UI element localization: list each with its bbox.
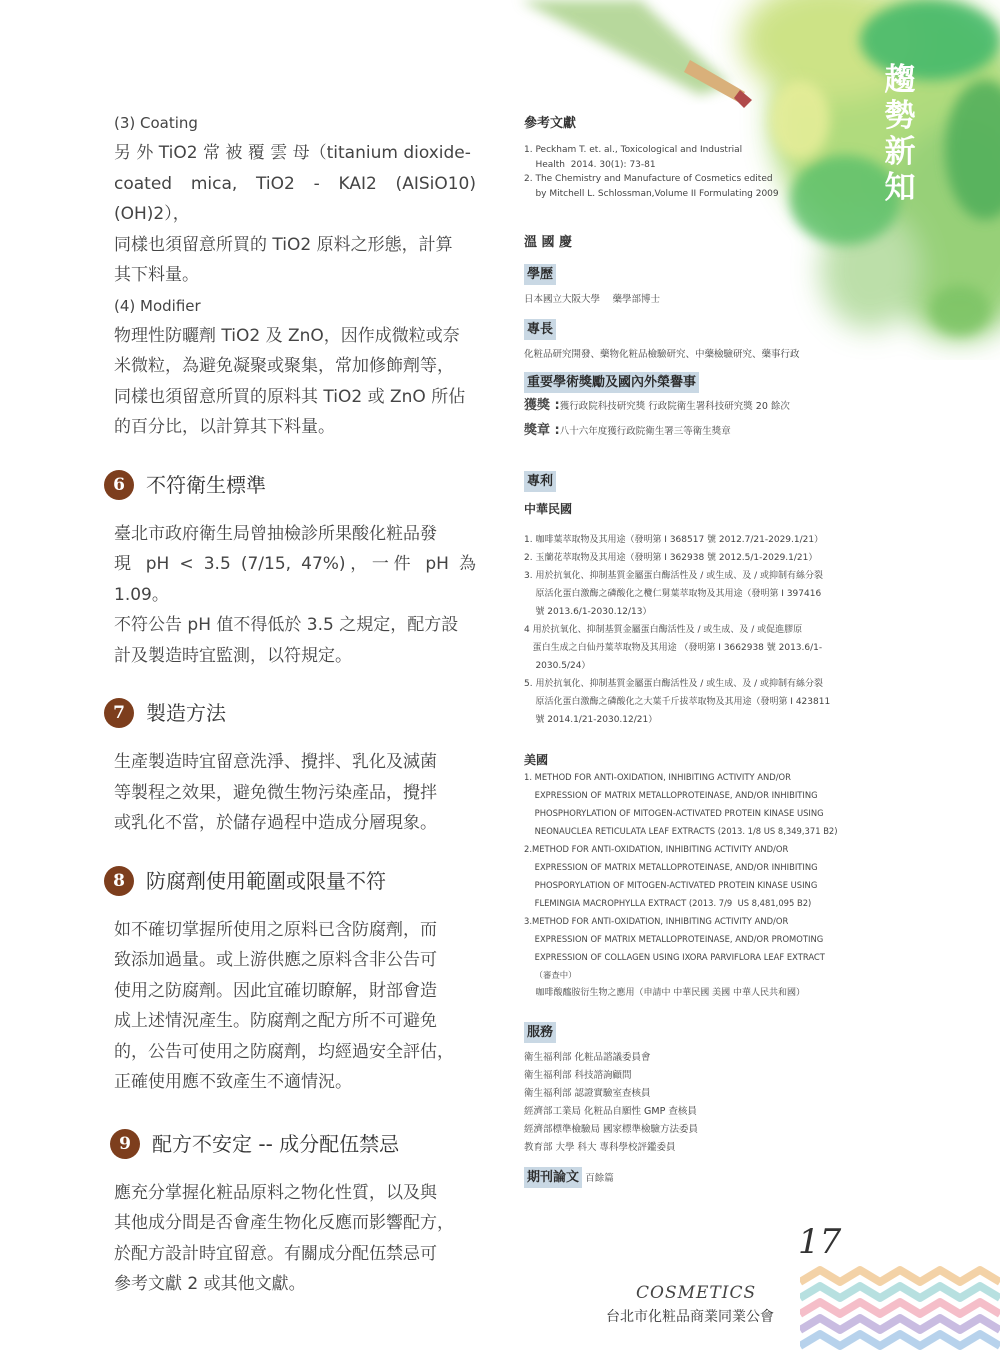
- reference-line: 1. Peckham T. et. al., Toxicological and Industrial: [524, 145, 743, 155]
- text-line: 不符公告 pH 值不得低於 3.5 之規定，配方設: [114, 615, 459, 635]
- section-8-paragraph: [114, 915, 476, 1098]
- section-title: 防腐劑使用範圍或限量不符: [146, 868, 386, 893]
- text-line: 致添加過量。或上游供應之原料含非公告可: [114, 950, 437, 970]
- section-6-paragraph: [114, 519, 476, 672]
- patent-line: 2. 玉蘭花萃取物及其用途（發明第 I 362938 號 2012.5/1-2029.1/21）: [524, 553, 818, 563]
- patent-line: 2030.5/24）: [524, 661, 591, 671]
- award-line-1: [524, 397, 904, 416]
- journal-tag: 期刊論文: [524, 1167, 582, 1188]
- section-heading-9: [120, 1128, 476, 1162]
- service-line: 衛生福利部 化粧品諮議委員會: [524, 1052, 651, 1063]
- text-line: 另 外 TiO2 常 被 覆 雲 母（titanium dioxide-: [114, 143, 471, 163]
- reference-line: 2. The Chemistry and Manufacture of Cosmetics edited: [524, 174, 773, 184]
- text-line: 同樣也須留意所買的原料其 TiO2 或 ZnO 所佔: [114, 386, 466, 407]
- text-line: 的，公告可使用之防腐劑，均經過安全評估，: [114, 1041, 454, 1062]
- award-label: 獲獎 :: [524, 398, 560, 413]
- text-line: 其下料量。: [114, 265, 199, 285]
- left-column: [114, 108, 476, 1300]
- publisher-org: 台北市化粧品商業同業公會: [606, 1309, 774, 1325]
- patent-line: 蛋白生成之白仙丹葉萃取物及其用途 （發明第 I 3662938 號 2013.6/1-: [524, 643, 823, 653]
- text-line: 參考文獻 2 或其他文獻。: [114, 1274, 306, 1294]
- patent-line: EXPRESSION OF MATRIX METALLOPROTEINASE, AND/OR INHIBITING: [524, 790, 818, 800]
- references-list: [524, 143, 904, 201]
- journal-note: 百餘篇: [585, 1173, 614, 1184]
- us-patent-list: [524, 768, 904, 1002]
- text-line: 如不確切掌握所使用之原料已含防腐劑，而: [114, 919, 437, 940]
- education-tag: 學歷: [524, 264, 556, 285]
- patent-line: 咖啡酸醯胺衍生物之應用（申請中 中華民國 美國 中華人民共和國）: [524, 988, 806, 998]
- zigzag-decoration: [800, 1260, 1000, 1359]
- patent-line: 號 2013.6/1-2030.12/13）: [524, 607, 652, 617]
- text-line: 計及製造時宜監測，以符規定。: [114, 645, 352, 666]
- section-heading-6: [114, 469, 476, 503]
- section-heading-8: [114, 865, 476, 899]
- service-tag: 服務: [524, 1022, 556, 1043]
- patent-line: 原活化蛋白激酶之磷酸化之欖仁舅葉萃取物及其用途（發明第 I 397416: [524, 589, 822, 599]
- patent-line: EXPRESSION OF MATRIX METALLOPROTEINASE, AND/OR PROMOTING: [524, 934, 824, 944]
- specialty-text: 化粧品研究開發、藥物化粧品檢驗研究、中藥檢驗研究、藥事行政: [524, 349, 800, 360]
- roc-label: 中華民國: [524, 502, 573, 516]
- text-line: 正確使用應不致產生不適情況。: [114, 1072, 352, 1092]
- service-line: 衛生福利部 科技諮詢顧問: [524, 1070, 632, 1081]
- references-title: 參考文獻: [524, 116, 577, 131]
- text-line: 成上述情況產生。防腐劑之配方所不可避免: [114, 1011, 437, 1031]
- text-line: 的百分比，以計算其下料量。: [114, 417, 335, 437]
- us-label: 美國: [524, 753, 549, 767]
- patent-line: NEONAUCLEA RETICULATA LEAF EXTRACTS (2013. 1/8 US 8,349,371 B2): [524, 826, 838, 836]
- patent-line: （審查中）: [524, 970, 577, 980]
- section-number-badge: 9: [110, 1129, 140, 1159]
- patent-line: PHOSPHORYLATION OF MITOGEN-ACTIVATED PROTEIN KINASE USING: [524, 808, 824, 818]
- section-title: 配方不安定 -- 成分配伍禁忌: [152, 1131, 400, 1156]
- text-line: 使用之防腐劑。因此宜確切瞭解，財部會造: [114, 980, 437, 1001]
- section-title: 不符衛生標準: [146, 472, 266, 497]
- section-7-paragraph: [114, 747, 476, 839]
- patent-line: EXPRESSION OF MATRIX METALLOPROTEINASE, AND/OR INHIBITING: [524, 862, 818, 872]
- specialty-tag: 專長: [524, 319, 556, 340]
- patent-tag: 專利: [524, 471, 556, 492]
- text-line: 米微粒，為避免凝聚或聚集，常加修飾劑等，: [114, 356, 454, 376]
- award-text: 獲行政院科技研究獎 行政院衛生署科技研究獎 20 餘次: [559, 401, 790, 412]
- patent-line: 原活化蛋白激酶之磷酸化之大葉千斤拔萃取物及其用途（發明第 I 423811: [524, 697, 831, 707]
- coating-paragraph: [114, 138, 476, 291]
- text-line: 同樣也須留意所買的 TiO2 原料之形態，計算: [114, 234, 453, 255]
- coating-heading: (3) Coating: [114, 114, 198, 132]
- patent-line: PHOSPORYLATION OF MITOGEN-ACTIVATED PROTEIN KINASE USING: [524, 880, 818, 890]
- text-line: 應充分掌握化粧品原料之物化性質，以及與: [114, 1182, 437, 1203]
- service-line: 衛生福利部 認證實驗室查核員: [524, 1088, 651, 1099]
- section-title: 製造方法: [146, 701, 226, 725]
- text-line: 生產製造時宜留意洗淨、攪拌、乳化及滅菌: [114, 752, 437, 772]
- patent-line: EXPRESSION OF COLLAGEN USING IXORA PARVIFLORA LEAF EXTRACT: [524, 952, 825, 962]
- section-number-badge: 6: [104, 470, 134, 500]
- text-line: 現 pH < 3.5 (7/15, 47%)，一件 pH 為 1.09。: [114, 554, 476, 605]
- text-line: coated mica, TiO2 - KAI2 (AISiO10) (OH)2），: [114, 173, 476, 224]
- right-column: [524, 112, 904, 1188]
- awards-tag: 重要學術獎勵及國內外榮譽事: [524, 372, 699, 393]
- service-line: 經濟部標準檢驗局 國家標準檢驗方法委員: [524, 1124, 699, 1135]
- author-name: 溫 國 慶: [524, 235, 573, 250]
- patent-line: 號 2014.1/21-2030.12/21）: [524, 715, 658, 725]
- modifier-heading: (4) Modifier: [114, 296, 201, 315]
- section-number-badge: 8: [104, 866, 134, 896]
- reference-line: by Mitchell L. Schlossman,Volume II Formulating 2009: [524, 188, 779, 199]
- patent-line: 3. 用於抗氧化、抑制基質金屬蛋白酶活性及 / 或生成、及 / 或抑制有絲分裂: [524, 571, 823, 581]
- reference-line: Health 2014. 30(1): 73-81: [524, 159, 656, 170]
- section-heading-7: [114, 697, 476, 731]
- text-line: 於配方設計時宜留意。有關成分配伍禁忌可: [114, 1243, 437, 1264]
- text-line: 等製程之效果，避免微生物污染產品，攪拌: [114, 782, 437, 803]
- magazine-brand: COSMETICS: [636, 1283, 757, 1303]
- patent-line: 5. 用於抗氧化、抑制基質金屬蛋白酶活性及 / 或生成、及 / 或抑制有絲分裂: [524, 679, 823, 689]
- patent-line: 4 用於抗氧化、抑制基質金屬蛋白酶活性及 / 或生成、及 / 或促進膠原: [524, 625, 803, 635]
- roc-patent-list: [524, 531, 904, 729]
- text-line: 物理性防曬劑 TiO2 及 ZnO，因作成微粒或奈: [114, 325, 460, 346]
- patent-line: 1. METHOD FOR ANTI-OXIDATION, INHIBITING ACTIVITY AND/OR: [524, 772, 791, 782]
- section-number-badge: 7: [104, 698, 134, 728]
- service-line: 經濟部工業局 化粧品自願性 GMP 查核員: [524, 1106, 697, 1117]
- award-label: 獎章 :: [524, 423, 560, 438]
- patent-line: 3.METHOD FOR ANTI-OXIDATION, INHIBITING ACTIVITY AND/OR: [524, 916, 789, 926]
- service-list: [524, 1049, 904, 1157]
- text-line: 或乳化不當，於儲存過程中造成分層現象。: [114, 813, 437, 833]
- text-line: 臺北市政府衛生局曾抽檢診所果酸化粧品發: [114, 523, 437, 544]
- text-line: 其他成分間是否會產生物化反應而影響配方，: [114, 1213, 454, 1233]
- section-vertical-title: 趨勢新知: [884, 62, 918, 206]
- page-number: 17: [798, 1222, 842, 1262]
- service-line: 教育部 大學 科大 專科學校評鑑委員: [524, 1142, 676, 1153]
- patent-line: FLEMINGIA MACROPHYLLA EXTRACT (2013. 7/9 US 8,481,095 B2): [524, 898, 812, 908]
- patent-line: 2.METHOD FOR ANTI-OXIDATION, INHIBITING ACTIVITY AND/OR: [524, 844, 789, 854]
- award-line-2: [524, 422, 904, 441]
- award-text: 八十六年度獲行政院衛生署三等衛生獎章: [559, 426, 731, 437]
- patent-line: 1. 咖啡葉萃取物及其用途（發明第 I 368517 號 2012.7/21-2029.1/21）: [524, 535, 824, 545]
- education-text: 日本國立大阪大學 藥學部博士: [524, 294, 661, 305]
- modifier-paragraph: [114, 321, 476, 443]
- section-9-paragraph: [114, 1178, 476, 1300]
